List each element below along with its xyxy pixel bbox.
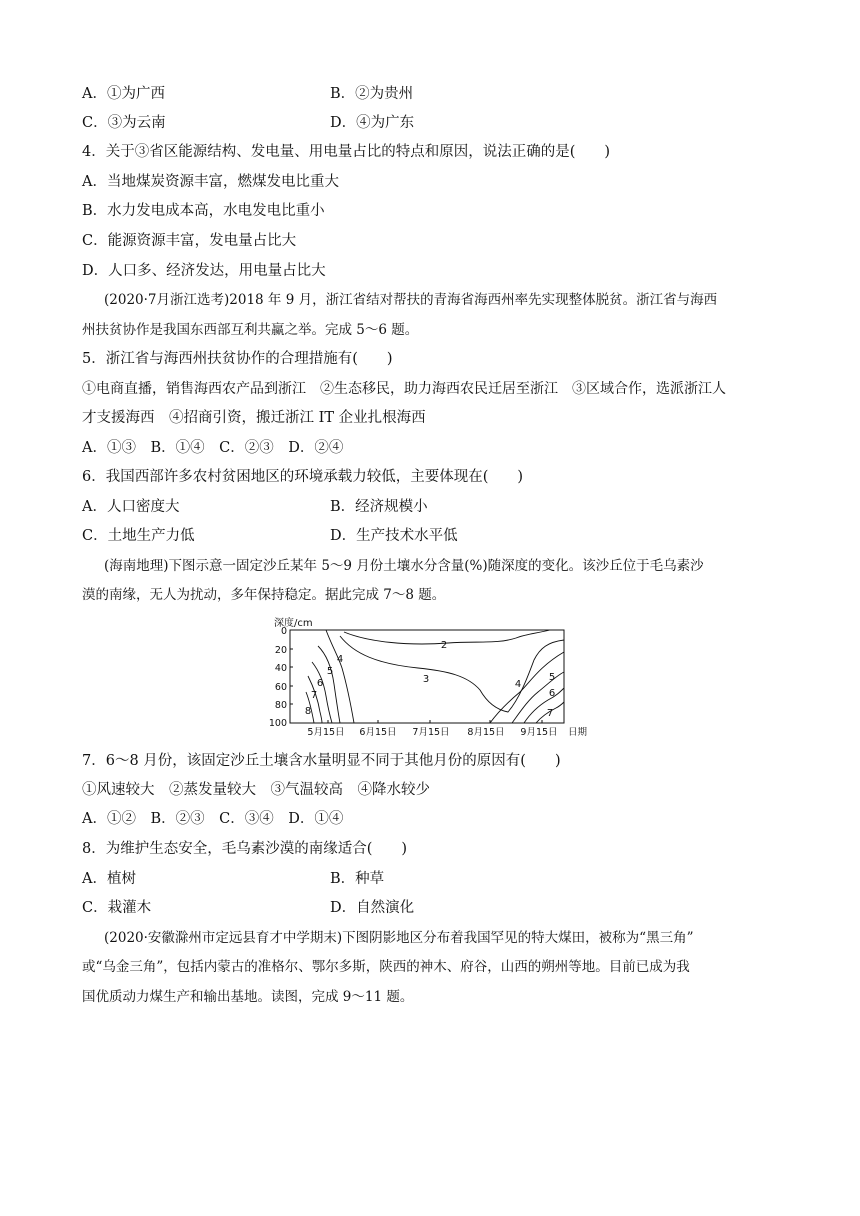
q4-stem: 4．关于③省区能源结构、发电量、用电量占比的特点和原因，说法正确的是( ) xyxy=(82,144,611,160)
soil-moisture-contour-figure xyxy=(258,616,594,738)
passage-9-11-line2: 或“乌金三角”，包括内蒙古的准格尔、鄂尔多斯，陕西的神木、府谷，山西的朔州等地。目前已成为我 xyxy=(82,959,690,975)
ytick-0: 0 xyxy=(280,626,287,637)
q8-option-a: A．植树 xyxy=(82,871,136,887)
contour-label-7-left: 7 xyxy=(310,690,318,701)
q5-stem: 5．浙江省与海西州扶贫协作的合理措施有( ) xyxy=(82,351,393,367)
q4-option-a: A．当地煤炭资源丰富，燃煤发电比重大 xyxy=(82,174,339,190)
contour-label-4-right: 4 xyxy=(514,679,522,690)
q4-option-c: C．能源资源丰富，发电量占比大 xyxy=(82,233,297,249)
ytick-80: 80 xyxy=(274,700,287,711)
contour-label-4-left: 4 xyxy=(336,654,344,665)
xtick-aug15: 8月15日 xyxy=(467,727,505,738)
contour-6-right xyxy=(524,688,564,723)
contour-3 xyxy=(340,636,564,712)
ytick-100: 100 xyxy=(268,718,287,729)
q8-option-d: D．自然演化 xyxy=(330,900,415,916)
passage-7-8-line2: 漠的南缘，无人为扰动，多年保持稳定。据此完成 7～8 题。 xyxy=(82,587,446,603)
contour-label-6-right: 6 xyxy=(548,688,556,699)
contour-label-5-left: 5 xyxy=(326,666,334,677)
q5-options: A．①③ B．①④ C．②③ D．②④ xyxy=(82,440,344,456)
q6-option-a: A．人口密度大 xyxy=(82,499,180,515)
xtick-sep15: 9月15日 xyxy=(520,727,558,738)
passage-5-6-line2: 州扶贫协作是我国东西部互利共赢之举。完成 5～6 题。 xyxy=(82,322,419,338)
q8-option-b: B．种草 xyxy=(330,871,385,887)
ytick-60: 60 xyxy=(274,682,287,693)
figure-ylabel: 深度/cm xyxy=(274,618,313,629)
q3-option-d: D．④为广东 xyxy=(330,115,415,131)
q7-stem: 7．6～8 月份，该固定沙丘土壤含水量明显不同于其他月份的原因有( ) xyxy=(82,753,561,769)
ytick-20: 20 xyxy=(274,645,287,656)
q3-option-b: B．②为贵州 xyxy=(330,86,414,102)
contour-label-6-left: 6 xyxy=(316,678,324,689)
contour-label-2: 2 xyxy=(440,640,448,651)
xtick-jul15: 7月15日 xyxy=(412,727,450,738)
passage-5-6-line1: (2020·7月浙江选考)2018 年 9 月，浙江省结对帮扶的青海省海西州率先实现整体脱贫。浙江省与海西 xyxy=(104,292,718,308)
contour-label-8: 8 xyxy=(304,706,312,717)
q7-items: ①风速较大 ②蒸发量较大 ③气温较高 ④降水较少 xyxy=(82,782,430,798)
q3-option-a: A．①为广西 xyxy=(82,86,165,102)
q6-option-d: D．生产技术水平低 xyxy=(330,528,458,544)
q6-option-c: C．土地生产力低 xyxy=(82,528,195,544)
ytick-40: 40 xyxy=(274,663,287,674)
q8-option-c: C．栽灌木 xyxy=(82,900,152,916)
q5-items-line1: ①电商直播，销售海西农产品到浙江 ②生态移民，助力海西农民迁居至浙江 ③区域合作，选派浙江人 xyxy=(82,381,726,397)
q5-items-line2: 才支援海西 ④招商引资，搬迁浙江 IT 企业扎根海西 xyxy=(82,410,426,426)
q8-stem: 8．为维护生态安全，毛乌素沙漠的南缘适合( ) xyxy=(82,841,408,857)
xtick-jun15: 6月15日 xyxy=(359,727,397,738)
contour-label-5-right: 5 xyxy=(548,672,556,683)
q4-option-b: B．水力发电成本高，水电发电比重小 xyxy=(82,203,325,219)
q3-option-c: C．③为云南 xyxy=(82,115,166,131)
figure-xlabel: 日期 xyxy=(568,727,588,738)
contour-label-7-right: 7 xyxy=(546,708,554,719)
passage-9-11-line3: 国优质动力煤生产和输出基地。读图，完成 9～11 题。 xyxy=(82,989,414,1005)
passage-9-11-line1: (2020·安徽滁州市定远县育才中学期末)下图阴影地区分布着我国罕见的特大煤田，被称为“黑三角” xyxy=(104,930,694,946)
q4-option-d: D．人口多、经济发达，用电量占比大 xyxy=(82,263,326,279)
q7-options: A．①② B．②③ C．③④ D．①④ xyxy=(82,811,344,827)
contour-label-3: 3 xyxy=(422,674,430,685)
q6-stem: 6．我国西部许多农村贫困地区的环境承载力较低，主要体现在( ) xyxy=(82,469,524,485)
passage-7-8-line1: (海南地理)下图示意一固定沙丘某年 5～9 月份土壤水分含量(%)随深度的变化。该沙丘位于毛乌素沙 xyxy=(104,558,704,574)
xtick-may15: 5月15日 xyxy=(307,727,345,738)
q6-option-b: B．经济规模小 xyxy=(330,499,428,515)
